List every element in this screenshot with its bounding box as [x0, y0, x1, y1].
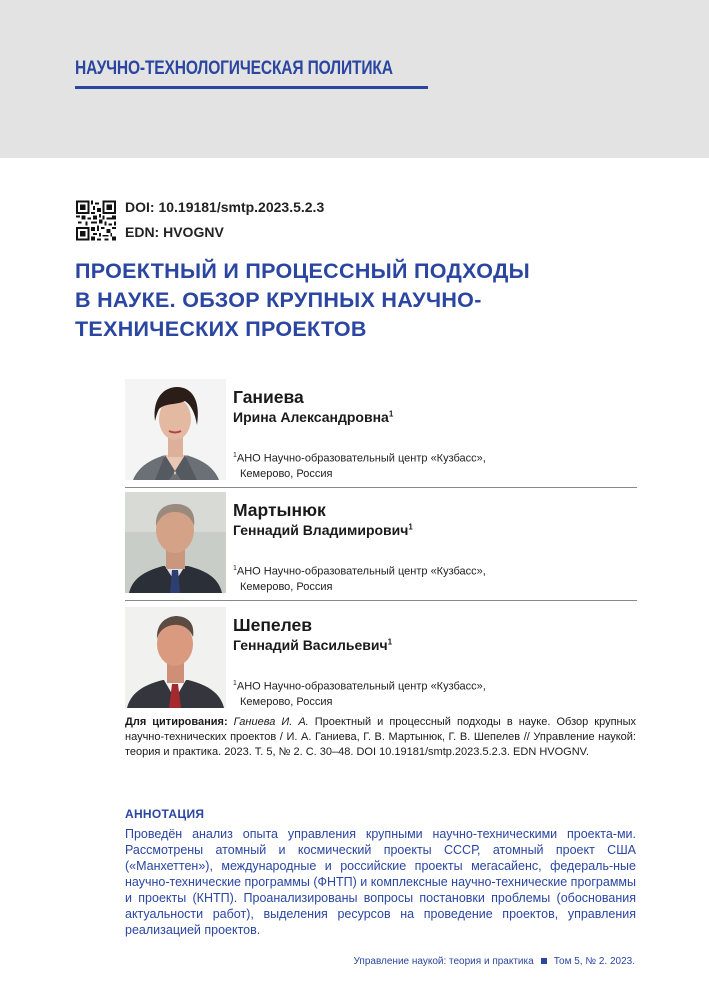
- author-affiliation: $^1$АНО Научно-образовательный центр «Кузбасс», Кемерово, Россия: [233, 565, 486, 593]
- author-photo: [125, 379, 226, 480]
- author-block: [125, 492, 637, 604]
- author-surname: Ганиева: [233, 387, 304, 407]
- annotation-title: АННОТАЦИЯ: [125, 807, 205, 821]
- article-title-line: ТЕХНИЧЕСКИХ ПРОЕКТОВ: [75, 317, 367, 341]
- annotation-text: Проведён анализ опыта управления крупными научно-техническими проекта-ми. Рассмотрены атомный и космический проекты СССР, атомный проект США («Манхеттен»), международные и российские проекты мегасайенс, федераль-ные научно-технические программы (ФНТП) и комплексные научно-технические программы и проекты (КНТП). Проанализированы вопросы постановки проблемы (обоснования актуальности работ), выделения ресурсов на проведение проектов, управления реализацией проектов.: [125, 827, 636, 937]
- section-title: НАУЧНО-ТЕХНОЛОГИЧЕСКАЯ ПОЛИТИКА: [75, 58, 393, 79]
- section-rule: [75, 86, 428, 89]
- article-title: [75, 257, 635, 344]
- square-bullet-icon: [541, 958, 547, 964]
- author-affiliation: $^1$АНО Научно-образовательный центр «Кузбасс», Кемерово, Россия: [233, 680, 486, 708]
- divider: [125, 487, 637, 488]
- footer-issue: Том 5, № 2. 2023.: [553, 956, 635, 967]
- author-given-name: Геннадий Владимирович$^1$: [233, 522, 413, 538]
- author-photo: [125, 492, 226, 593]
- author-block: [125, 379, 637, 491]
- author-photo: [125, 607, 226, 708]
- page-footer: [354, 956, 636, 967]
- citation-authors: Ганиева И. А.: [233, 716, 309, 728]
- citation: [125, 715, 636, 760]
- author-affiliation: $^1$АНО Научно-образовательный центр «Кузбасс», Кемерово, Россия: [233, 452, 486, 480]
- author-surname: Шепелев: [233, 615, 312, 635]
- citation-label: Для цитирования:: [125, 716, 228, 728]
- edn-identifier: EDN: HVOGNV: [125, 224, 224, 240]
- citation-text: Проектный и процессный подходы в науке. Обзор крупных научно-технических проектов / И. А. Ганиева, Г. В. Мартынюк, Г. В. Шепелев // Управление наукой: теория и практика. 2023. Т. 5, № 2. С. 30–48. DOI 10.19181/smtp.2023.5.2.3. EDN HVOGNV.: [125, 716, 637, 758]
- footer-journal: Управление наукой: теория и практика: [353, 956, 534, 967]
- author-given-name: Ирина Александровна$^1$: [233, 409, 394, 425]
- article-title-line: ПРОЕКТНЫЙ И ПРОЦЕССНЫЙ ПОДХОДЫ: [75, 259, 530, 283]
- divider: [125, 600, 637, 601]
- author-surname: Мартынюк: [233, 500, 326, 520]
- doi-identifier[interactable]: DOI: 10.19181/smtp.2023.5.2.3: [125, 199, 325, 215]
- author-block: [125, 607, 637, 719]
- article-title-line: В НАУКЕ. ОБЗОР КРУПНЫХ НАУЧНО-: [75, 288, 482, 312]
- qr-code-icon: [76, 200, 116, 241]
- author-given-name: Геннадий Васильевич$^1$: [233, 637, 393, 653]
